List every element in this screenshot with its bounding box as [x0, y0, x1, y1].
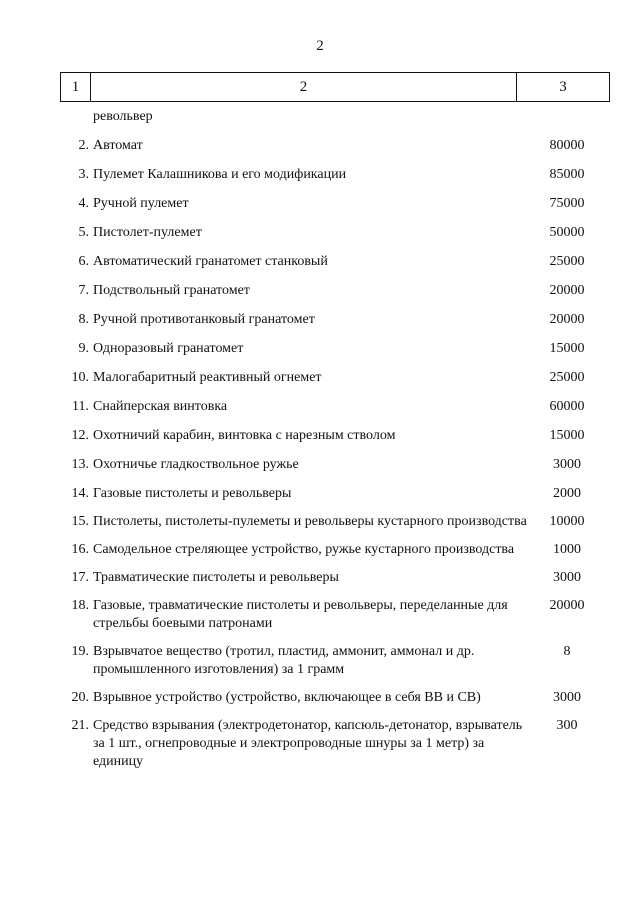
table-row	[60, 369, 610, 387]
row-number: 8.	[78, 312, 89, 327]
row-value: 60000	[549, 399, 585, 414]
table-row	[60, 597, 610, 633]
row-name: Снайперская винтовка	[93, 399, 228, 414]
row-number: 15.	[71, 514, 89, 529]
table-body	[60, 108, 610, 771]
row-number: 21.	[71, 718, 89, 733]
row-value: 50000	[549, 225, 585, 240]
row-name: Пистолет-пулемет	[93, 225, 202, 240]
row-value: 20000	[549, 283, 585, 298]
row-name: Самодельное стреляющее устройство, ружье кустарного производства	[93, 542, 515, 557]
row-name: Взрывное устройство (устройство, включающее в себя ВВ и СВ)	[93, 690, 481, 705]
row-value: 25000	[549, 254, 585, 269]
table-row	[60, 456, 610, 474]
row-value: 10000	[549, 514, 585, 529]
table-row	[60, 541, 610, 559]
row-name: Подствольный гранатомет	[93, 283, 250, 298]
row-name: Ручной пулемет	[93, 196, 189, 211]
table-row	[60, 398, 610, 416]
row-value: 3000	[553, 457, 581, 472]
row-number: 19.	[71, 644, 89, 659]
table-row	[60, 485, 610, 503]
table-row	[60, 224, 610, 242]
row-value: 80000	[549, 138, 585, 153]
row-name: Взрывчатое вещество (тротил, пластид, аммонит, аммонал и др. промышленного изготовления) за 1 грамм	[93, 644, 475, 677]
row-value: 15000	[549, 428, 585, 443]
table-row	[60, 166, 610, 184]
row-value: 85000	[549, 167, 585, 182]
table-row	[60, 340, 610, 358]
row-name: Пулемет Калашникова и его модификации	[93, 167, 347, 182]
row-value: 3000	[553, 690, 581, 705]
row-name: Ручной противотанковый гранатомет	[93, 312, 315, 327]
row-value: 75000	[549, 196, 585, 211]
row-name: Охотничий карабин, винтовка с нарезным стволом	[93, 428, 396, 443]
row-value: 3000	[553, 570, 581, 585]
row-value: 2000	[553, 486, 581, 501]
row-number: 17.	[71, 570, 89, 585]
row-number: 9.	[78, 341, 89, 356]
row-number: 20.	[71, 690, 89, 705]
row-number: 18.	[71, 598, 89, 613]
row-value: 15000	[549, 341, 585, 356]
row-number: 6.	[78, 254, 89, 269]
row-number: 5.	[78, 225, 89, 240]
row-name: Газовые, травматические пистолеты и револьверы, переделанные для стрельбы боевыми патронами	[93, 598, 508, 631]
header-col-2: 2	[91, 73, 517, 101]
row-number: 2.	[78, 138, 89, 153]
row-name: Автоматический гранатомет станковый	[93, 254, 328, 269]
row-value: 20000	[549, 598, 585, 613]
table-row	[60, 253, 610, 271]
row-number: 4.	[78, 196, 89, 211]
table-row	[60, 195, 610, 213]
row-value: 300	[556, 718, 578, 733]
row-name: Малогабаритный реактивный огнемет	[93, 370, 322, 385]
table-row	[60, 282, 610, 300]
row-number: 12.	[71, 428, 89, 443]
table-row	[60, 643, 610, 679]
row-number: 13.	[71, 457, 89, 472]
row-value: 25000	[549, 370, 585, 385]
row-name: Автомат	[93, 138, 143, 153]
row-name: Газовые пистолеты и револьверы	[93, 486, 292, 501]
row-number: 7.	[78, 283, 89, 298]
row-value: 1000	[553, 542, 581, 557]
table-row	[60, 137, 610, 155]
row-number: 10.	[71, 370, 89, 385]
row-name: Охотничье гладкоствольное ружье	[93, 457, 299, 472]
table-row	[60, 427, 610, 445]
row-name: Травматические пистолеты и револьверы	[93, 570, 339, 585]
header-col-3: 3	[559, 78, 567, 95]
row-number: 11.	[72, 399, 89, 414]
header-col-1: 1	[61, 73, 91, 101]
row-number: 16.	[71, 542, 89, 557]
row-value: 8	[563, 644, 571, 659]
row-name: Одноразовый гранатомет	[93, 341, 244, 356]
page-number: 2	[316, 38, 324, 54]
row-name: револьвер	[93, 109, 153, 124]
table-row	[60, 513, 610, 531]
table-row	[60, 108, 610, 126]
table-row	[60, 311, 610, 329]
row-value: 20000	[549, 312, 585, 327]
row-number: 3.	[78, 167, 89, 182]
table-row	[60, 689, 610, 707]
row-name: Средство взрывания (электродетонатор, капсюль-детонатор, взрыватель за 1 шт., огнепроводные и электропроводные шнуры за 1 метр) за единицу	[93, 718, 523, 769]
row-name: Пистолеты, пистолеты-пулеметы и револьверы кустарного производства	[93, 514, 527, 529]
table-row	[60, 569, 610, 587]
table-header	[60, 72, 610, 102]
row-number: 14.	[71, 486, 89, 501]
table-row	[60, 717, 610, 771]
